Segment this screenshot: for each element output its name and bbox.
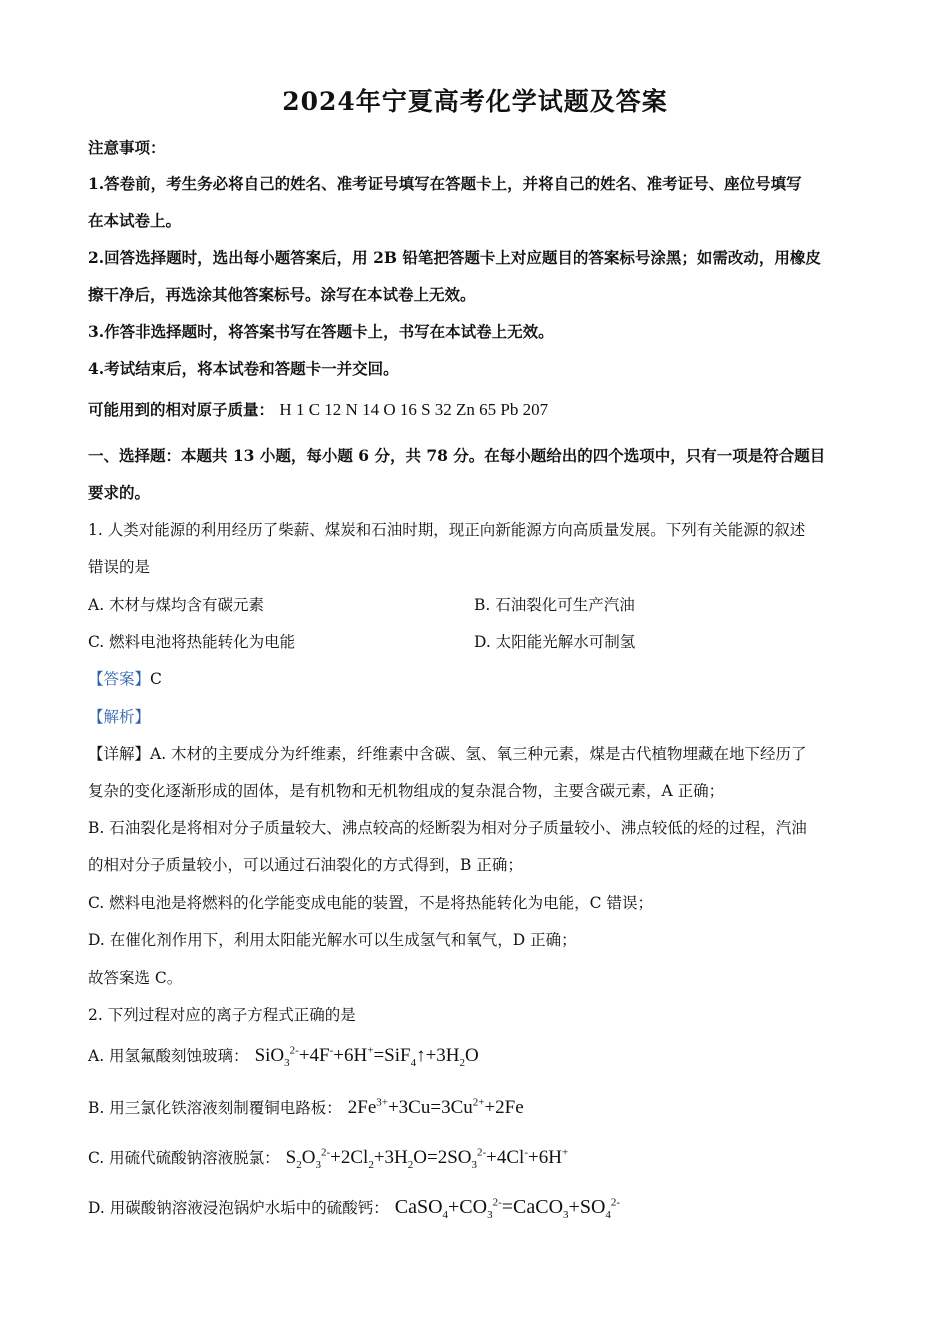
q1-answer-line <box>88 667 162 689</box>
q1-option-c: C. 燃料电池将热能转化为电能 <box>88 633 296 651</box>
atomic-mass-line <box>88 398 548 420</box>
notice-heading: 注意事项： <box>88 138 166 157</box>
q2-option-c-label: C. 用硫代硫酸钠溶液脱氯： <box>88 1149 280 1167</box>
q1-detail-line-4: 的相对分子质量较小，可以通过石油裂化的方式得到，B 正确； <box>88 856 523 874</box>
page-title: 2024年宁夏高考化学试题及答案 <box>282 87 668 116</box>
notice-item-4: 4.考试结束后，将本试卷和答题卡一并交回。 <box>88 359 399 378</box>
q1-stem-line-2: 错误的是 <box>88 558 151 576</box>
analysis-tag: 【解析】 <box>88 708 151 726</box>
q2-option-b <box>88 1096 524 1119</box>
notice-item-3: 3.作答非选择题时，将答案书写在答题卡上，书写在本试卷上无效。 <box>88 322 554 341</box>
q1-detail-line-3: B. 石油裂化是将相对分子质量较大、沸点较高的烃断裂为相对分子质量较小、沸点较低的烃的过程，汽油 <box>88 819 807 837</box>
q2-option-c-equation: $S_2O_3^{2-}+2Cl_2+3H_2O=2SO_3^{2-}+4Cl^-+6H^+$ <box>285 1146 569 1171</box>
q1-stem-line-1: 1. 人类对能源的利用经历了柴薪、煤炭和石油时期，现正向新能源方向高质量发展。下列有关能源的叙述 <box>88 521 806 539</box>
q2-option-a-equation: $SiO_3^{2-}+4F^-+6H^+=SiF_4↑+3H_2O$ <box>254 1044 479 1069</box>
atomic-mass-values: H 1 C 12 N 14 O 16 S 32 Zn 65 Pb 207 <box>279 400 549 419</box>
q1-option-a: A. 木材与煤均含有碳元素 <box>88 596 265 614</box>
q2-stem: 2. 下列过程对应的离子方程式正确的是 <box>88 1006 356 1024</box>
q1-detail-line-2: 复杂的变化逐渐形成的固体，是有机物和无机物组成的复杂混合物，主要含碳元素，A 正确； <box>88 782 725 800</box>
notice-item-1-line-2: 在本试卷上。 <box>88 211 182 230</box>
q1-detail-line-1: 【详解】A. 木材的主要成分为纤维素，纤维素中含碳、氢、氧三种元素，煤是古代植物埋藏在地下经历了 <box>88 745 807 763</box>
notice-item-2-line-1: 2.回答选择题时，选出每小题答案后，用 2B 铅笔把答题卡上对应题目的答案标号涂黑；如需改动，用橡皮 <box>88 248 821 267</box>
notice-item-1-line-1: 1.答卷前，考生务必将自己的姓名、准考证号填写在答题卡上，并将自己的姓名、准考证号、座位号填写 <box>88 174 802 193</box>
q1-option-b: B. 石油裂化可生产汽油 <box>474 596 635 614</box>
atomic-mass-label: 可能用到的相对原子质量： <box>88 400 275 419</box>
section-1-heading-line-2: 要求的。 <box>88 483 151 502</box>
answer-tag: 【答案】 <box>88 670 151 688</box>
q2-option-d-label: D. 用碳酸钠溶液浸泡锅炉水垢中的硫酸钙： <box>88 1199 389 1217</box>
q1-detail-line-5: C. 燃料电池是将燃料的化学能变成电能的装置，不是将热能转化为电能，C 错误； <box>88 894 653 912</box>
section-1-heading-line-1: 一、选择题：本题共 13 小题，每小题 6 分，共 78 分。在每小题给出的四个选项中，只有一项是符合题目 <box>88 446 826 465</box>
q1-answer: C <box>150 670 162 688</box>
q2-option-d-equation: $CaSO_4+CO_3^{2-}=CaCO_3+SO_4^{2-}$ <box>394 1196 621 1221</box>
q1-conclusion: 故答案选 C。 <box>88 969 183 987</box>
q1-option-d: D. 太阳能光解水可制氢 <box>474 633 636 651</box>
q2-option-b-equation: $2Fe^{3+}+3Cu=3Cu^{2+}+2Fe$ <box>347 1096 524 1118</box>
q2-option-a-label: A. 用氢氟酸刻蚀玻璃： <box>88 1047 249 1065</box>
notice-item-2-line-2: 擦干净后，再选涂其他答案标号。涂写在本试卷上无效。 <box>88 285 476 304</box>
q2-option-c <box>88 1146 568 1169</box>
q2-option-b-label: B. 用三氯化铁溶液刻制覆铜电路板： <box>88 1099 342 1117</box>
q2-option-a <box>88 1044 479 1067</box>
q2-option-d <box>88 1196 620 1219</box>
q1-detail-line-6: D. 在催化剂作用下，利用太阳能光解水可以生成氢气和氧气，D 正确； <box>88 931 577 949</box>
